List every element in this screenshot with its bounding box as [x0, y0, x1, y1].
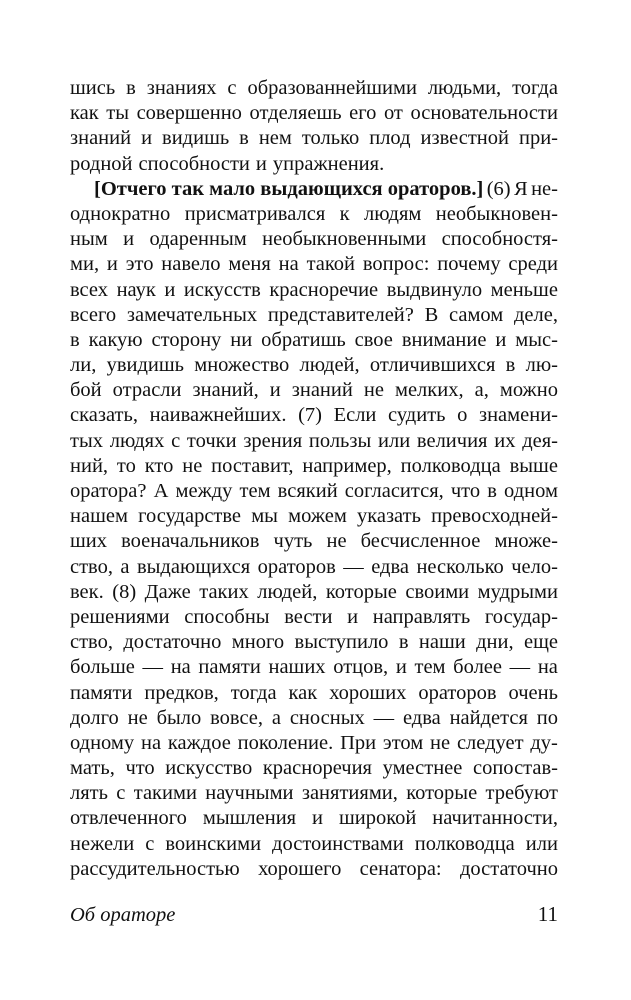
body-text: [70, 76, 558, 882]
text-line: памяти предков, тогда как хороших ораторов очень: [70, 681, 558, 704]
text-line: ным и одаренным необыкновенными способностя-: [70, 228, 558, 251]
text-line: долго не было вовсе, а сносных — едва найдется по: [70, 706, 558, 729]
text-line: ми, и это навело меня на такой вопрос: почему среди: [70, 253, 558, 276]
text-line: однократно присматривался к людям необыкновен-: [70, 202, 558, 225]
text-line: ство, достаточно много выступило в наши дни, еще: [70, 631, 558, 654]
text-line: нежели с воинскими достоинствами полководца или: [70, 832, 558, 855]
page-number: 11: [537, 902, 558, 926]
text-line: [Отчего так мало выдающихся ораторов.] (6) Я не-: [70, 177, 558, 202]
text-line: нашем государстве мы можем указать превосходней-: [70, 505, 558, 528]
text-line: ство, а выдающихся ораторов — едва несколько чело-: [70, 555, 558, 578]
text-line: рассудительностью хорошего сенатора: достаточно: [70, 857, 558, 880]
text-line: лять с такими научными занятиями, которые требуют: [70, 782, 558, 805]
text-line: век. (8) Даже таких людей, которые своими мудрыми: [70, 580, 558, 603]
section-heading: [Отчего так мало выдающихся ораторов.]: [94, 177, 484, 200]
text-line: в какую сторону ни обратишь свое внимание и мыс-: [70, 328, 558, 351]
text-line: знаний и видишь в нем только плод известной при-: [70, 127, 558, 150]
text-line: решениями способны вести и направлять государ-: [70, 605, 558, 628]
text-line: отвлеченного мышления и широкой начитанности,: [70, 807, 558, 830]
text-line: ний, то кто не поставит, например, полководца выше: [70, 454, 558, 477]
running-title: Об ораторе: [70, 904, 176, 926]
text-line: больше — на памяти наших отцов, и тем более — на: [70, 656, 558, 679]
text-line: ших военачальников чуть не бесчисленное множе-: [70, 530, 558, 553]
text-line: всего замечательных представителей? В самом деле,: [70, 303, 558, 326]
text-line: ли, увидишь множество людей, отличившихся в лю-: [70, 354, 558, 377]
text-line: оратора? А между тем всякий согласится, что в одном: [70, 480, 558, 502]
text-line: тых людях с точки зрения пользы или величия их дея-: [70, 429, 558, 452]
text-line: мать, что искусство красноречия уместнее сопостав-: [70, 757, 558, 780]
text-line: одному на каждое поколение. При этом не следует ду-: [70, 731, 558, 754]
text-line: как ты совершенно отделяешь его от основательности: [70, 102, 558, 125]
text-line: сказать, наиважнейших. (7) Если судить о знамени-: [70, 404, 558, 427]
text-line: родной способности и упражнения.: [70, 152, 385, 175]
text-line: всех наук и искусств красноречие выдвинуло меньше: [70, 278, 558, 301]
page-footer: [70, 902, 558, 927]
text-line: бой отрасли знаний, и знаний не мелких, а, можно: [70, 379, 558, 402]
text-line: шись в знаниях с образованнейшими людьми, тогда: [70, 77, 558, 99]
